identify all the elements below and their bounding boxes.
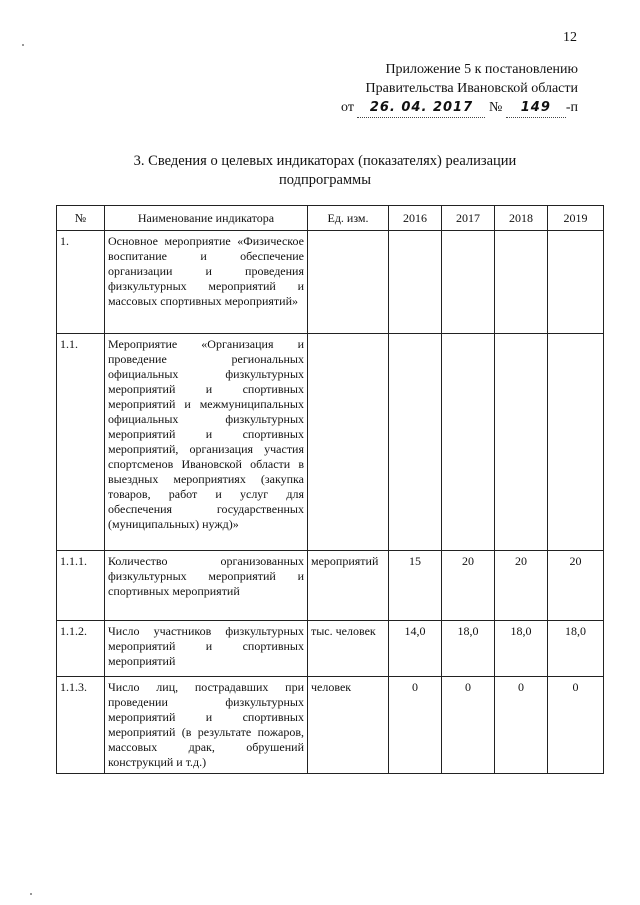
section-title bbox=[90, 152, 560, 190]
header-num: № bbox=[57, 206, 105, 231]
header-2016: 2016 bbox=[389, 206, 442, 231]
row-num: 1.1. bbox=[57, 334, 105, 551]
unit-cell: человек bbox=[308, 677, 389, 774]
value-2018: 18,0 bbox=[495, 621, 548, 677]
unit-cell bbox=[308, 334, 389, 551]
value-2017 bbox=[442, 231, 495, 334]
value-2016 bbox=[389, 334, 442, 551]
page-number: 12 bbox=[563, 30, 577, 45]
indicator-name: Основное мероприятие «Физическое воспитание и обеспечение организации и проведения физкультурных мероприятий и массовых спортивных мероприятий» bbox=[105, 231, 308, 334]
header-2018: 2018 bbox=[495, 206, 548, 231]
scan-speck bbox=[22, 44, 24, 46]
value-2019: 20 bbox=[548, 551, 604, 621]
appendix-line-1: Приложение 5 к постановлению bbox=[385, 62, 578, 77]
table-row bbox=[57, 677, 604, 774]
value-2016 bbox=[389, 231, 442, 334]
header-name: Наименование индикатора bbox=[105, 206, 308, 231]
indicators-table bbox=[56, 205, 604, 774]
value-2017 bbox=[442, 334, 495, 551]
value-2016: 14,0 bbox=[389, 621, 442, 677]
value-2016: 0 bbox=[389, 677, 442, 774]
row-num: 1. bbox=[57, 231, 105, 334]
handwritten-date: 26. 04. 2017 bbox=[357, 98, 485, 118]
unit-cell bbox=[308, 231, 389, 334]
handwritten-number: 149 bbox=[506, 98, 566, 118]
header-2019: 2019 bbox=[548, 206, 604, 231]
unit-cell: тыс. человек bbox=[308, 621, 389, 677]
value-2019 bbox=[548, 231, 604, 334]
value-2019 bbox=[548, 334, 604, 551]
unit-cell: мероприятий bbox=[308, 551, 389, 621]
number-label: № bbox=[488, 100, 503, 115]
value-2018 bbox=[495, 334, 548, 551]
section-title-line-2: подпрограммы bbox=[279, 172, 371, 188]
indicator-name: Мероприятие «Организация и проведение региональных официальных физкультурных мероприятий и спортивных мероприятий и межмуниципальных официальных физкультурных мероприятий и спортивных мероприятий, организация участия спортсменов Ивановской области в выездных мероприятиях (закупка товаров, работ и услуг для обеспечения государственных (муниципальных) нужд)» bbox=[105, 334, 308, 551]
value-2019: 18,0 bbox=[548, 621, 604, 677]
from-label: от bbox=[341, 100, 354, 115]
indicator-name: Число лиц, пострадавших при проведении физкультурных мероприятий и спортивных мероприятий (в результате пожаров, массовых драк, обрушений конструкций и т.д.) bbox=[105, 677, 308, 774]
appendix-line-3 bbox=[341, 98, 578, 118]
section-title-line-1: 3. Сведения о целевых индикаторах (показателях) реализации bbox=[133, 153, 517, 169]
number-suffix: -п bbox=[565, 100, 578, 115]
table-row bbox=[57, 334, 604, 551]
table-row bbox=[57, 551, 604, 621]
table-row bbox=[57, 231, 604, 334]
value-2018 bbox=[495, 231, 548, 334]
appendix-header bbox=[341, 60, 578, 118]
row-num: 1.1.3. bbox=[57, 677, 105, 774]
indicator-name: Количество организованных физкультурных мероприятий и спортивных мероприятий bbox=[105, 551, 308, 621]
row-num: 1.1.2. bbox=[57, 621, 105, 677]
indicator-name: Число участников физкультурных мероприятий и спортивных мероприятий bbox=[105, 621, 308, 677]
value-2017: 0 bbox=[442, 677, 495, 774]
row-num: 1.1.1. bbox=[57, 551, 105, 621]
value-2018: 0 bbox=[495, 677, 548, 774]
value-2019: 0 bbox=[548, 677, 604, 774]
appendix-line-2: Правительства Ивановской области bbox=[365, 81, 578, 96]
table-header-row bbox=[57, 206, 604, 231]
value-2018: 20 bbox=[495, 551, 548, 621]
value-2016: 15 bbox=[389, 551, 442, 621]
scan-speck bbox=[30, 893, 32, 895]
table-row bbox=[57, 621, 604, 677]
header-2017: 2017 bbox=[442, 206, 495, 231]
value-2017: 20 bbox=[442, 551, 495, 621]
value-2017: 18,0 bbox=[442, 621, 495, 677]
header-unit: Ед. изм. bbox=[308, 206, 389, 231]
